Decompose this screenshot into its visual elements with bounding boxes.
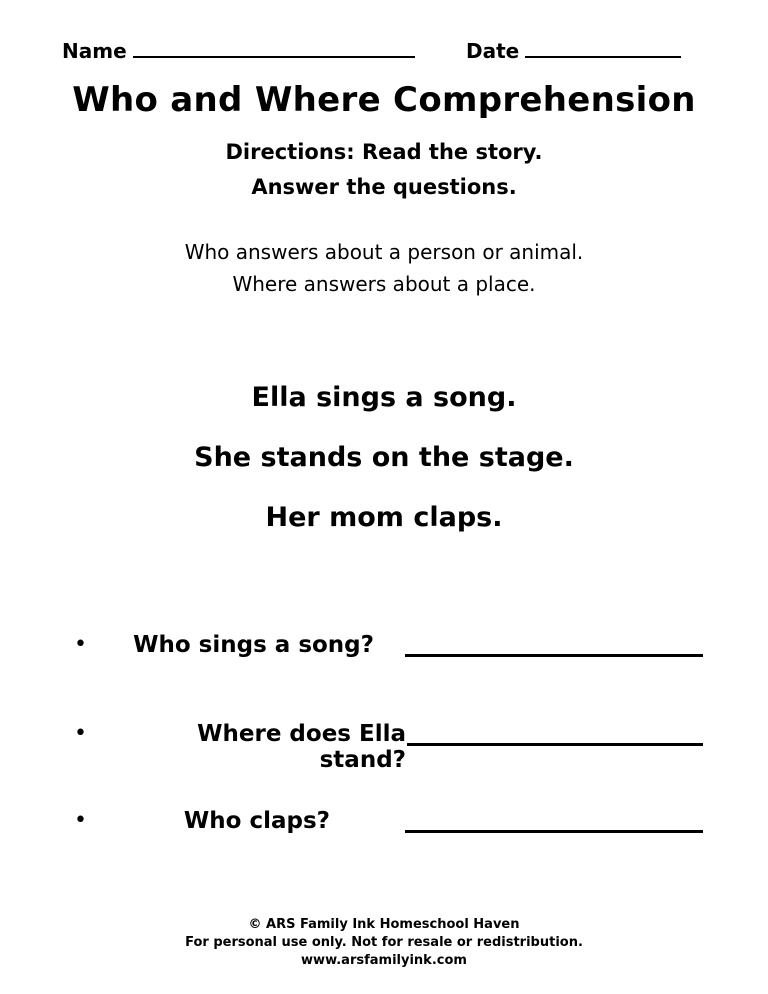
footer-copyright: © ARS Family Ink Homeschool Haven xyxy=(248,917,520,932)
question-text: Where does Ella stand? xyxy=(197,721,406,773)
name-field xyxy=(62,38,415,63)
date-label: Date xyxy=(466,39,520,63)
story-line-2: She stands on the stage. xyxy=(194,442,574,473)
answer-line[interactable] xyxy=(405,654,703,657)
worksheet-title: Who and Where Comprehension xyxy=(72,80,696,120)
footer-usage-note: For personal use only. Not for resale or redistribution. xyxy=(185,935,583,950)
question-text: Who sings a song? xyxy=(133,632,374,658)
directions-line-1: Directions: Read the story. xyxy=(225,140,543,164)
name-label: Name xyxy=(62,39,127,63)
note-who: Who answers about a person or animal. xyxy=(184,240,584,264)
answer-line[interactable] xyxy=(407,743,703,746)
note-where: Where answers about a place. xyxy=(232,272,536,296)
footer-website-link[interactable]: www.arsfamilyink.com xyxy=(301,953,467,968)
question-text: Who claps? xyxy=(183,808,330,834)
bullet-icon: • xyxy=(74,721,87,746)
story-line-3: Her mom claps. xyxy=(265,502,503,533)
answer-line[interactable] xyxy=(405,830,703,833)
name-blank-line[interactable] xyxy=(133,38,415,58)
story-line-1: Ella sings a song. xyxy=(251,382,517,413)
bullet-icon: • xyxy=(74,632,87,657)
date-field xyxy=(466,38,681,63)
directions-line-2: Answer the questions. xyxy=(251,175,517,199)
date-blank-line[interactable] xyxy=(525,38,681,58)
bullet-icon: • xyxy=(74,808,87,833)
